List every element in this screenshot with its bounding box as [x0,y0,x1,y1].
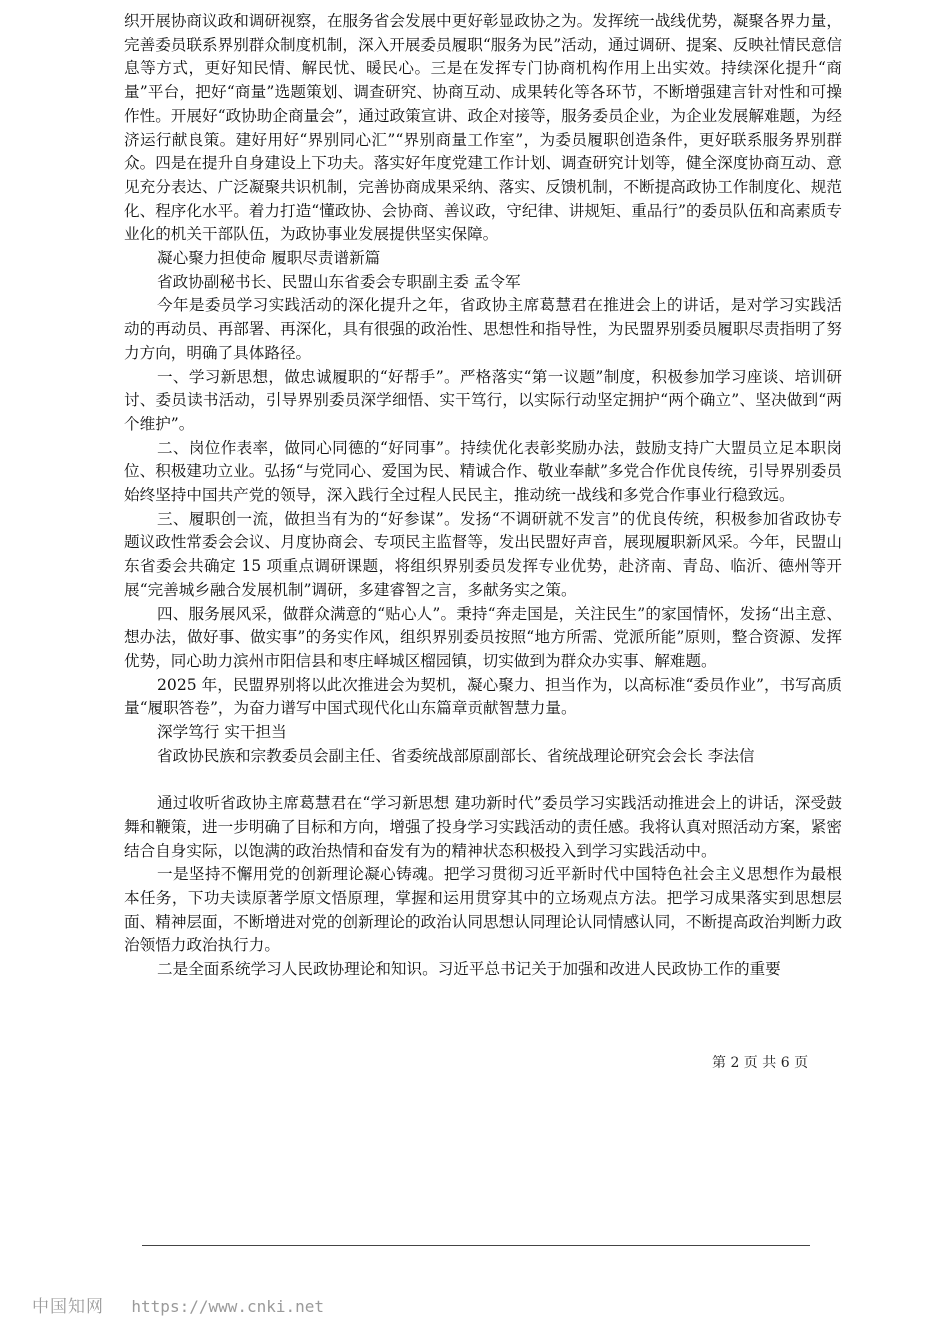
paragraph: 三、履职创一流，做担当有为的“好参谋”。发扬“不调研就不发言”的优良传统，积极参加省政协专题议政性常委会会议、月度协商会、专项民主监督等，发出民盟好声音，展现履职新风采。今年，民盟山东省委会共确定 15 项重点调研课题，将组织界别委员发挥专业优势，赴济南、青岛、临沂、德州等开展“完善城乡融合发展机制”调研，多建睿智之言，多献务实之策。 [124,509,842,599]
article-body [124,10,842,982]
paragraph: 2025 年，民盟界别将以此次推进会为契机，凝心聚力、担当作为，以高标准“委员作业”，书写高质量“履职答卷”，为奋力谱写中国式现代化山东篇章贡献智慧力量。 [124,675,842,718]
cnki-logo-text: 中国知网 [32,1297,104,1317]
paragraph: 通过收听省政协主席葛慧君在“学习新思想 建功新时代”委员学习实践活动推进会上的讲话，深受鼓舞和鞭策，进一步明确了目标和方向，增强了投身学习实践活动的责任感。我将认真对照活动方案，紧密结合自身实际，以饱满的政治热情和奋发有为的精神状态积极投入到学习实践活动中。 [124,794,842,860]
section-heading-1: 凝心聚力担使命 履职尽责谱新篇 [157,249,381,268]
paragraph: 一、学习新思想，做忠诚履职的“好帮手”。严格落实“第一议题”制度，积极参加学习座谈、培训研讨、委员读书活动，引导界别委员深学细悟、实干笃行，以实际行动坚定拥护“两个确立”、坚决做到“两个维护”。 [124,367,842,433]
section-heading-2: 深学笃行 实干担当 [157,723,287,742]
author-byline-1: 省政协副秘书长、民盟山东省委会专职副主委 孟令军 [157,272,521,291]
cnki-watermark [32,1292,324,1317]
paragraph-continued-text: 织开展协商议政和调研视察，在服务省会发展中更好彰显政协之为。发挥统一战线优势，凝聚各界力量，完善委员联系界别群众制度机制，深入开展委员履职“服务为民”活动，通过调研、提案、反映社情民意信息等方式，更好知民情、解民忧、暖民心。三是在发挥专门协商机构作用上出实效。持续深化提升“商量”平台，把好“商量”选题策划、调查研究、协商互动、成果转化等各环节，不断增强建言针对性和可操作性。开展好“政协助企商量会”，通过政策宣讲、政企对接等，服务委员企业，为企业发展解难题，为经济运行献良策。建好用好“界别同心汇”“界别商量工作室”，为委员履职创造条件，更好联系服务界别群众。四是在提升自身建设上下功夫。落实好年度党建工作计划、调查研究计划等，健全深度协商互动、意见充分表达、广泛凝聚共识机制，完善协商成果采纳、落实、反馈机制，不断提高政协工作制度化、规范化、程序化水平。着力打造“懂政协、会协商、善议政，守纪律、讲规矩、重品行”的委员队伍和高素质专业化的机关干部队伍，为政协事业发展提供坚实保障。 [124,12,842,244]
footer-divider [142,1245,810,1246]
paragraph: 二是全面系统学习人民政协理论和知识。习近平总书记关于加强和改进人民政协工作的重要 [157,960,781,979]
blank-line [124,769,842,793]
page-number: 第 2 页 共 6 页 [712,1055,809,1071]
paragraph: 四、服务展风采，做群众满意的“贴心人”。秉持“奔走国是，关注民生”的家国情怀，发扬“出主意、想办法，做好事、做实事”的务实作风，组织界别委员按照“地方所需、党派所能”原则，整合资源、发挥优势，同心助力滨州市阳信县和枣庄峄城区榴园镇，切实做到为群众办实事、解难题。 [124,604,842,670]
author-byline-2: 省政协民族和宗教委员会副主任、省委统战部原副部长、省统战理论研究会会长 李法信 [157,746,755,765]
cnki-url: https://www.cnki.net [131,1297,325,1316]
paragraph: 今年是委员学习实践活动的深化提升之年，省政协主席葛慧君在推进会上的讲话，是对学习实践活动的再动员、再部署、再深化，具有很强的政治性、思想性和指导性，为民盟界别委员履职尽责指明了努力方向，明确了具体路径。 [124,296,842,362]
paragraph: 一是坚持不懈用党的创新理论凝心铸魂。把学习贯彻习近平新时代中国特色社会主义思想作为最根本任务，下功夫读原著学原文悟原理，掌握和运用贯穿其中的立场观点方法。把学习成果落实到思想层面、精神层面，不断增进对党的创新理论的政治认同思想认同理论认同情感认同，不断提高政治判断力政治领悟力政治执行力。 [124,865,842,955]
paragraph: 二、岗位作表率，做同心同德的“好同事”。持续优化表彰奖励办法，鼓励支持广大盟员立足本职岗位、积极建功立业。弘扬“与党同心、爱国为民、精诚合作、敬业奉献”多党合作优良传统，引导界别委员始终坚持中国共产党的领导，深入践行全过程人民民主，推动统一战线和多党合作事业行稳致远。 [124,438,842,505]
